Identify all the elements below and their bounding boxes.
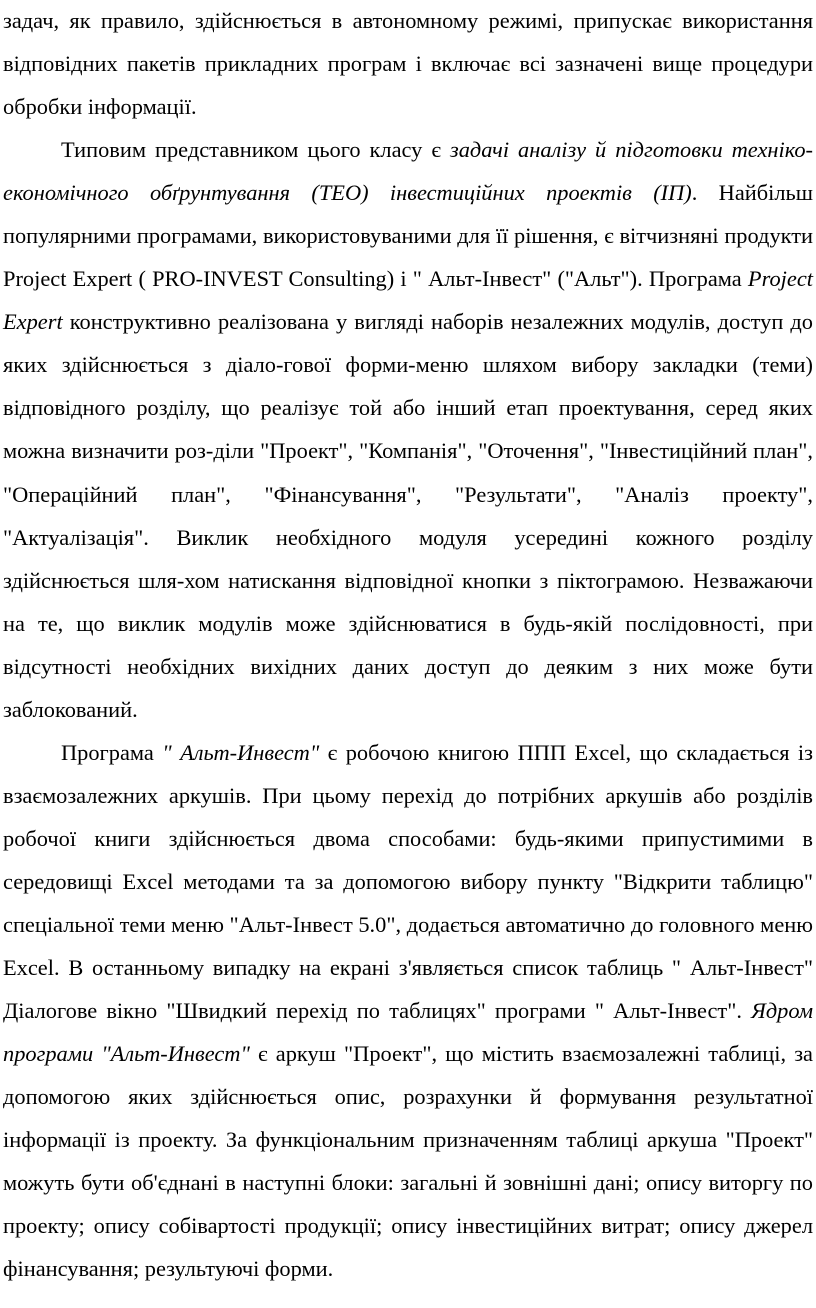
- text-run: Програма: [61, 739, 163, 765]
- text-run: Типовим представником цього класу є: [61, 137, 450, 163]
- paragraph-alt-invest: [3, 731, 813, 1291]
- text-run: є робочою книгою ППП Excel, що складається із взаємозалежних аркушів. При цьому перехід до потрібних аркушів або розділів робочої книги здійснюється двома способами: будь-якими припустимими в середовищі Excel методами та за допомогою вибору пункту "Відкрити таблицю" спеціальної теми меню "Альт-Інвест 5.0", додається автоматично до головного меню Excel. В останньому випадку на екрані з'являється список таблиць " Альт-Інвест" Діалогове вікно "Швидкий перехід по таблицях" програми " Альт-Інвест".: [3, 739, 813, 1024]
- italic-text-run: Ядром програми "Альт-Инвест": [3, 998, 813, 1067]
- paragraph-project-expert: [3, 128, 813, 731]
- italic-text-run: задачі аналізу й підготовки техніко-економічного обґрунтування (ТЕО) інвестиційних проектів (ІП): [3, 137, 813, 206]
- text-run: . Найбільш популярними програмами, використовуваними для її рішення, є вітчизняні продукти Project Expert ( PRO-INVEST Consulting) і " Альт-Інвест" ("Альт"). Програма: [3, 180, 813, 292]
- italic-text-run: " Альт-Инвест": [162, 739, 320, 765]
- italic-text-run: Project Expert: [3, 266, 813, 335]
- paragraph-continuation: [3, 0, 813, 128]
- text-run: є аркуш "Проект", що містить взаємозалежні таблиці, за допомогою яких здійснюється опис, розрахунки й формування результатної інформації із проекту. За функціональним призначенням таблиці аркуша "Проект" можуть бути об'єднані в наступні блоки: загальні й зовнішні дані; опису виторгу по проекту; опису собівартості продукції; опису інвестиційних витрат; опису джерел фінансування; результуючі форми.: [3, 1041, 813, 1282]
- text-run: конструктивно реалізована у вигляді наборів незалежних модулів, доступ до яких здійснюється з діало-гової форми-меню шляхом вибору закладки (теми) відповідного розділу, що реалізує той або інший етап проектування, серед яких можна визначити роз-діли "Проект", "Компанія", "Оточення", "Інвестиційний план", "Операційний план", "Фінансування", "Результати", "Аналіз проекту", "Актуалізація". Виклик необхідного модуля усередині кожного розділу здійснюється шля-хом натискання відповідної кнопки з піктограмою. Незважаючи на те, що виклик модулів може здійснюватися в будь-якій послідовності, при відсутності необхідних вихідних даних доступ до деяким з них може бути заблокований.: [3, 309, 813, 722]
- text-run: задач, як правило, здійснюється в автономному режимі, припускає використання відповідних пакетів прикладних програм і включає всі зазначені вище процедури обробки інформації.: [3, 8, 813, 120]
